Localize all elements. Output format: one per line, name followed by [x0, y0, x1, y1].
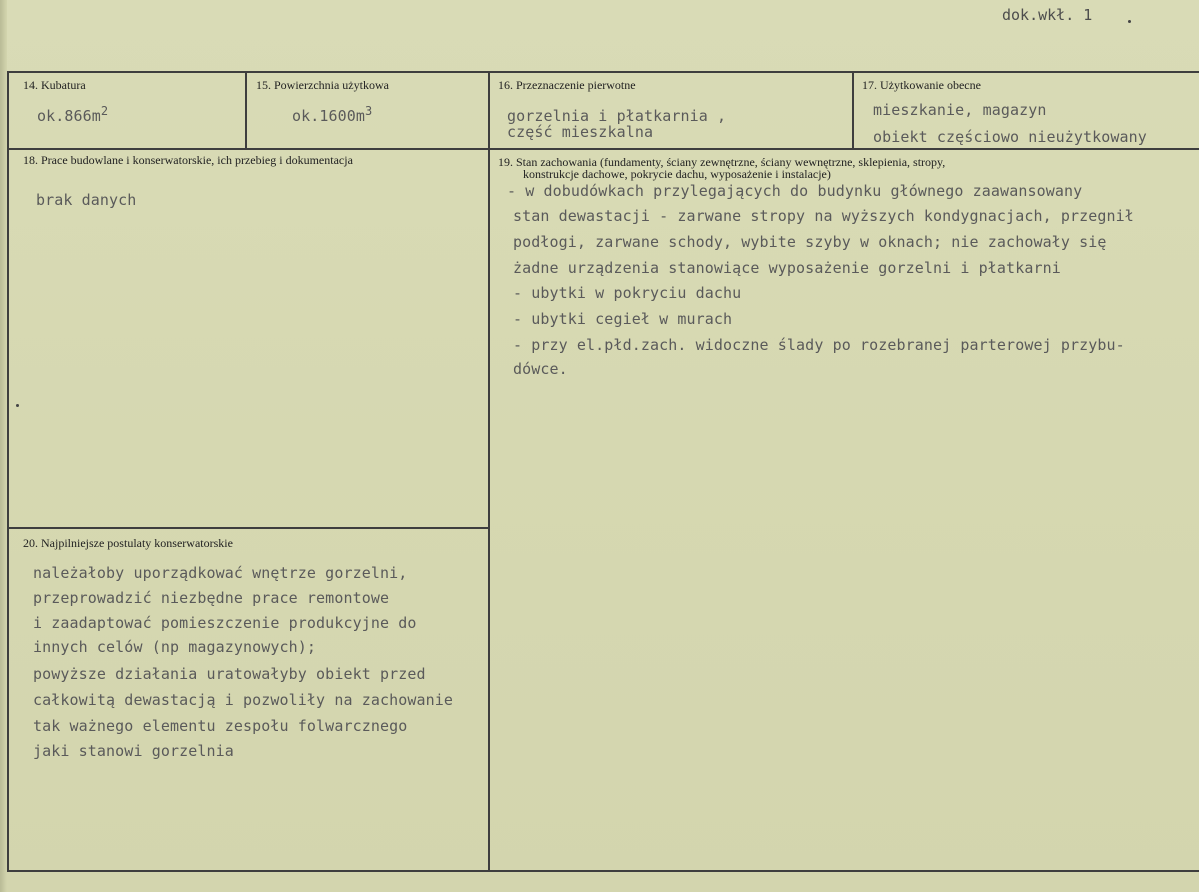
field-20-line-3: i zaadaptować pomieszczenie produkcyjne do [33, 614, 417, 632]
field-19-line-2: stan dewastacji - zarwane stropy na wyższych kondygnacjach, przegnił [513, 207, 1134, 225]
field-16-line-1: gorzelnia i płatkarnia , [507, 107, 727, 125]
field-14-value [37, 104, 108, 125]
field-20-line-7: tak ważnego elementu zespołu folwarcznego [33, 717, 408, 735]
field-15-number: ok.1600m [292, 107, 366, 125]
field-20-line-1: należałoby uporządkować wnętrze gorzelni, [33, 564, 408, 582]
field-19-line-3: podłogi, zarwane schody, wybite szyby w oknach; nie zachowały się [513, 233, 1107, 251]
grid-line-v1 [245, 71, 247, 149]
field-19-line-7: - przy el.płd.zach. widoczne ślady po rozebranej parterowej przybu- [513, 336, 1125, 354]
field-15-exponent: 3 [365, 104, 373, 118]
field-19-line-1: - w dobudówkach przylegających do budynku głównego zaawansowany [507, 182, 1083, 200]
field-20-line-8: jaki stanowi gorzelnia [33, 742, 234, 760]
field-20-line-4: innych celów (np magazynowych); [33, 638, 317, 656]
field-16-label: 16. Przeznaczenie pierwotne [498, 78, 636, 92]
field-16-line-2: część mieszkalna [507, 123, 654, 141]
document-reference: dok.wkł. 1 [1002, 6, 1093, 24]
field-17-line-2: obiekt częściowo nieużytkowany [873, 128, 1147, 146]
field-19-label-1: 19. Stan zachowania (fundamenty, ściany zewnętrzne, ściany wewnętrzne, sklepienia, stropy, [498, 155, 946, 169]
field-20-line-5: powyższe działania uratowałyby obiekt przed [33, 665, 426, 683]
field-19-line-8: dówce. [513, 360, 568, 378]
grid-line-left [7, 71, 9, 872]
field-19-label-2: konstrukcje dachowe, pokrycie dachu, wyposażenie i instalacje) [523, 167, 831, 181]
card-edge [0, 0, 7, 892]
grid-line-v3 [852, 71, 854, 149]
grid-line-bottom [7, 870, 1199, 872]
ink-speck [16, 404, 19, 407]
field-19-line-4: żadne urządzenia stanowiące wyposażenie gorzelni i płatkarni [513, 259, 1061, 277]
grid-line-row3 [7, 527, 489, 529]
field-17-line-1: mieszkanie, magazyn [873, 101, 1047, 119]
grid-line-v2 [488, 71, 490, 872]
field-15-label: 15. Powierzchnia użytkowa [256, 78, 389, 92]
ink-speck [1128, 20, 1131, 23]
field-14-label: 14. Kubatura [23, 78, 86, 92]
grid-line-row2 [7, 148, 1199, 150]
grid-line-top [7, 71, 1199, 73]
field-18-label: 18. Prace budowlane i konserwatorskie, ich przebieg i dokumentacja [23, 153, 353, 167]
field-14-number: ok.866m [37, 107, 101, 125]
field-20-line-6: całkowitą dewastacją i pozwoliły na zachowanie [33, 691, 454, 709]
field-20-line-2: przeprowadzić niezbędne prace remontowe [33, 589, 390, 607]
field-18-line-1: brak danych [36, 191, 137, 209]
field-14-exponent: 2 [100, 104, 109, 118]
field-15-value [292, 104, 372, 125]
field-17-label: 17. Użytkowanie obecne [862, 78, 981, 92]
field-20-label: 20. Najpilniejsze postulaty konserwatorskie [23, 536, 233, 550]
field-19-line-6: - ubytki cegieł w murach [513, 310, 733, 328]
field-19-line-5: - ubytki w pokryciu dachu [513, 284, 742, 302]
